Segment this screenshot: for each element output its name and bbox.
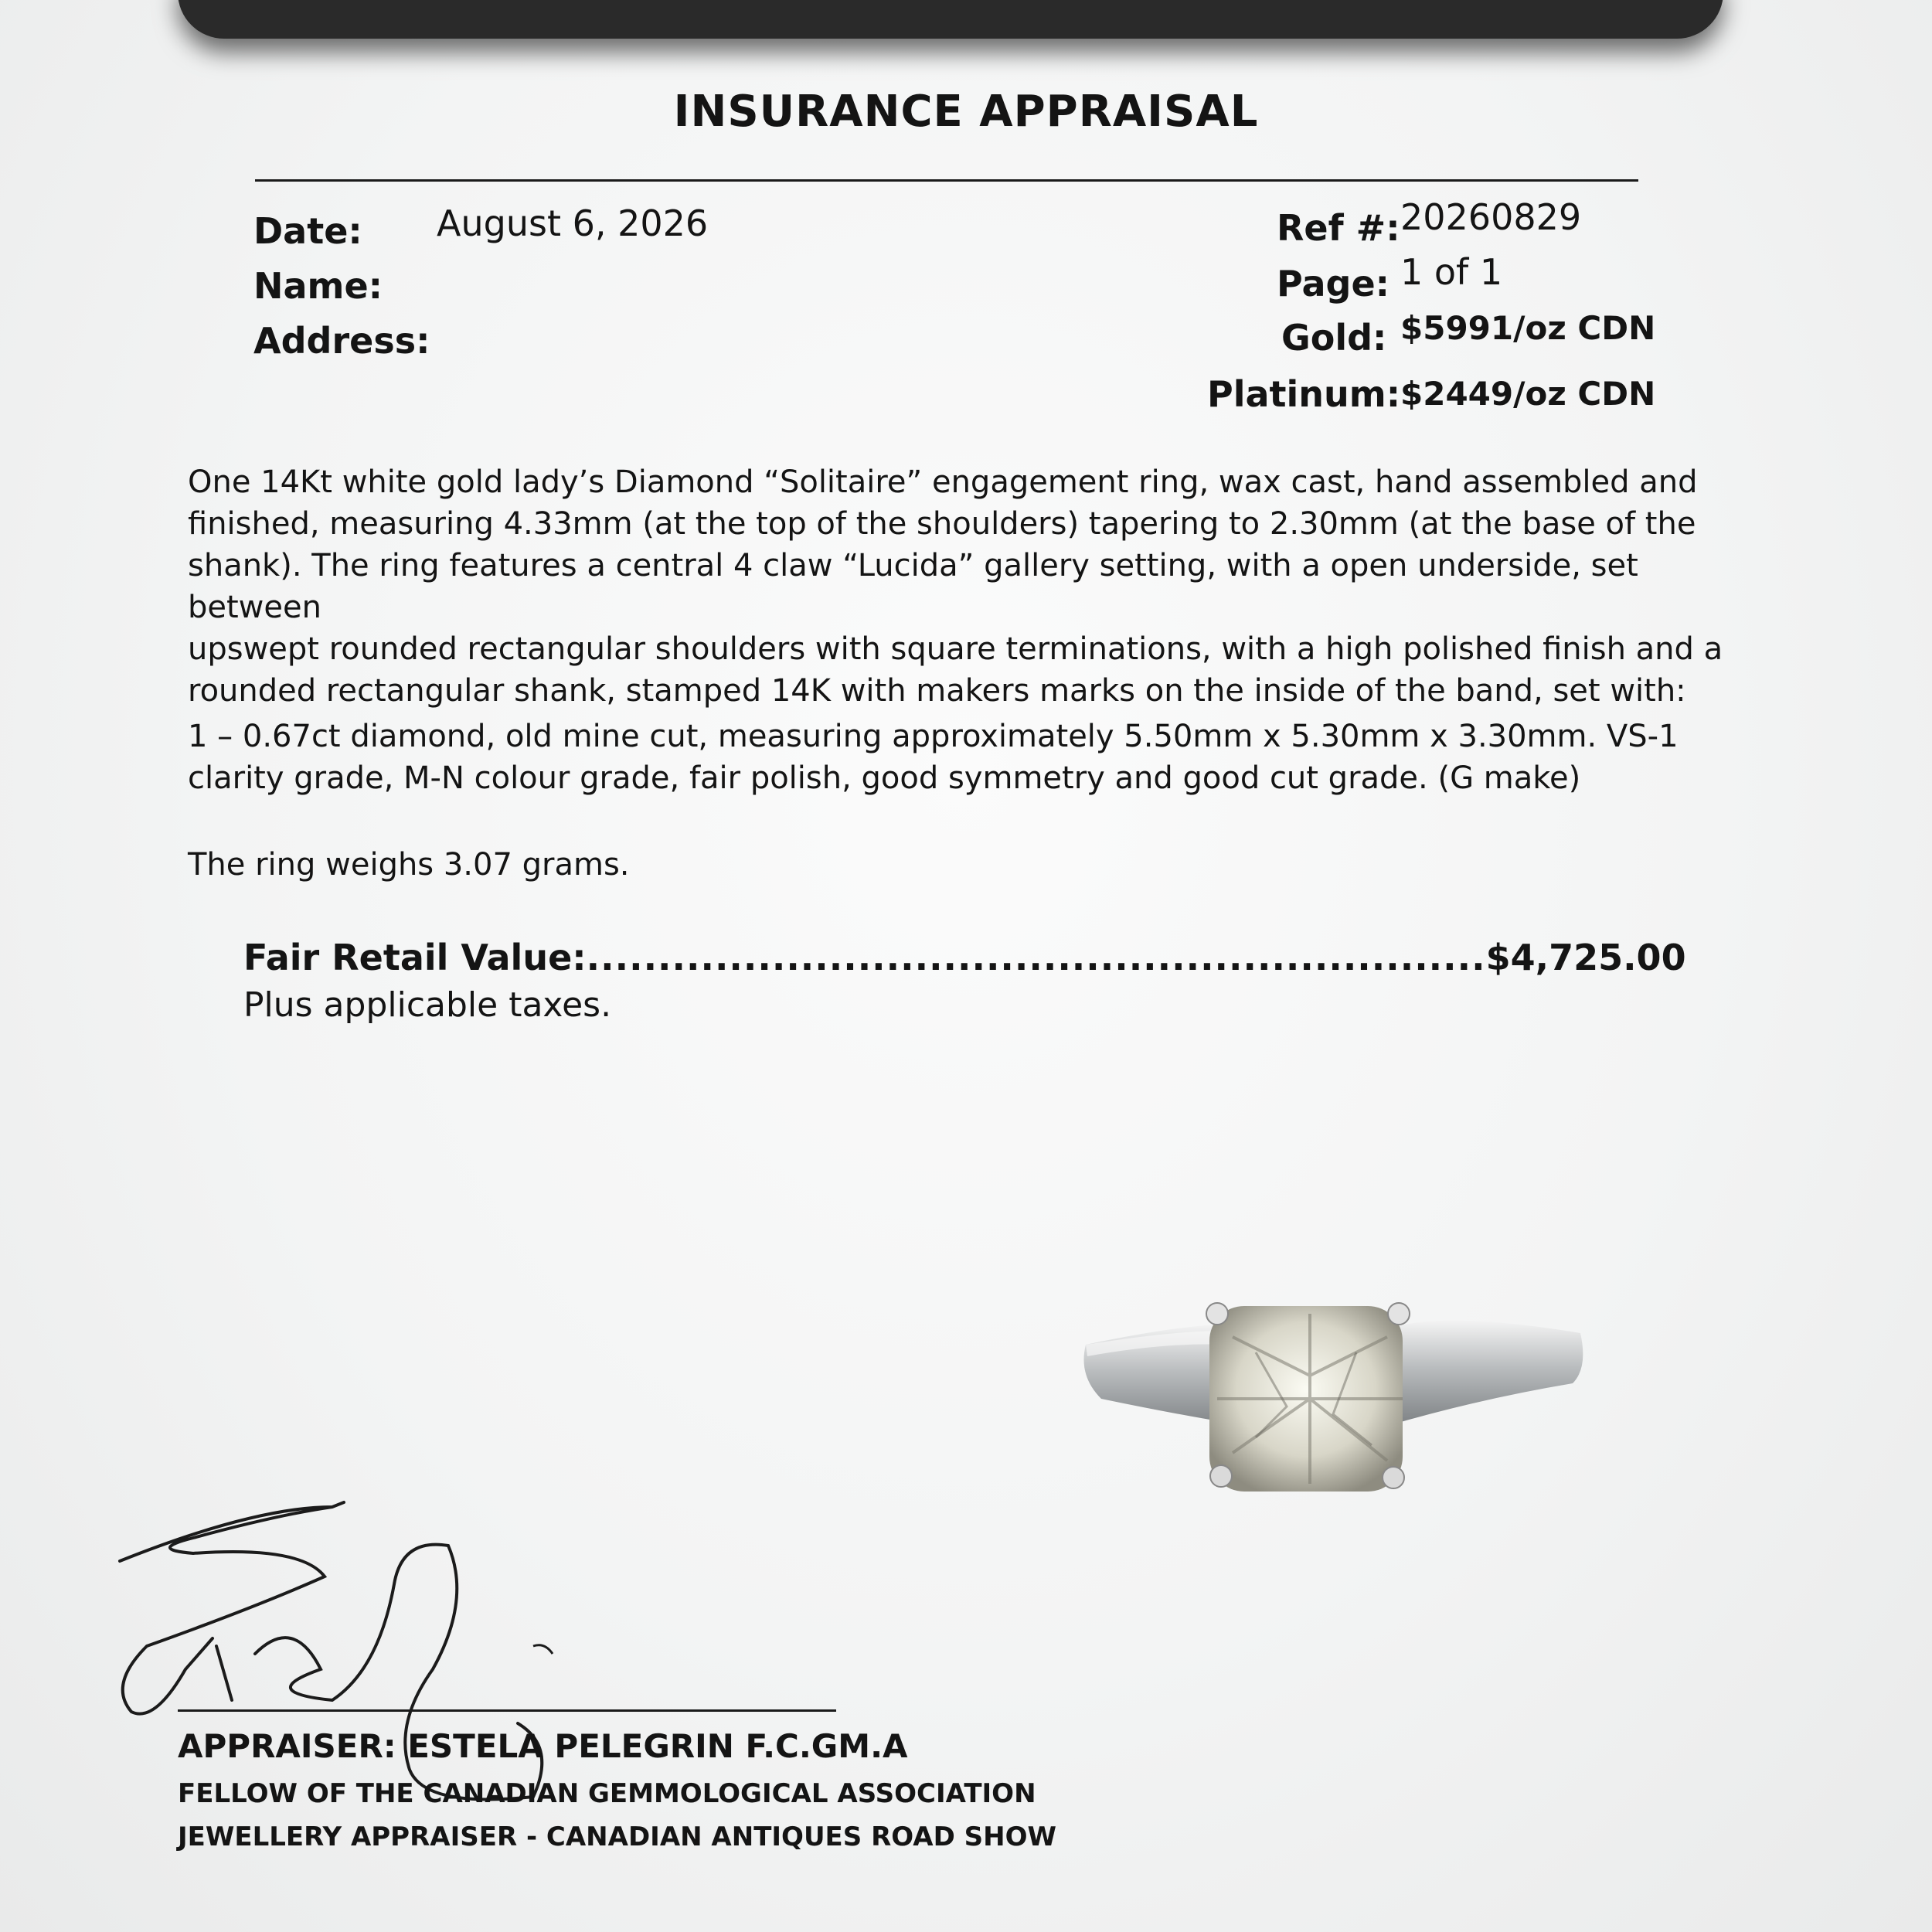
- fair-retail-value: [243, 937, 1686, 978]
- gold-value: $5991/oz CDN: [1400, 309, 1656, 347]
- ref-label: Ref #:: [1277, 207, 1400, 249]
- taxes-note: Plus applicable taxes.: [243, 985, 612, 1025]
- date-label: Date:: [253, 210, 362, 252]
- ring-image: [1078, 1283, 1588, 1499]
- appraiser-name: APPRAISER: ESTELA PELEGRIN F.C.GM.A: [178, 1727, 908, 1765]
- description-line: finished, measuring 4.33mm (at the top of the shoulders) tapering to 2.30mm (at the base of the: [188, 506, 1696, 542]
- platinum-label: Platinum:: [1207, 373, 1401, 415]
- signature-image: [100, 1492, 603, 1816]
- description-line: shank). The ring features a central 4 claw “Lucida” gallery setting, with a open underside, set between: [188, 548, 1638, 625]
- header-rule: [255, 179, 1638, 182]
- appraiser-credential-fellow: FELLOW OF THE CANADIAN GEMMOLOGICAL ASSOCIATION: [178, 1778, 1036, 1809]
- address-label: Address:: [253, 320, 430, 362]
- description-line: One 14Kt white gold lady’s Diamond “Solitaire” engagement ring, wax cast, hand assembled and: [188, 464, 1698, 500]
- fair-retail-value-amount: $4,725.00: [1485, 937, 1686, 978]
- page-title: INSURANCE APPRAISAL: [673, 87, 1259, 137]
- diamond-description: [188, 716, 1733, 799]
- gold-label: Gold:: [1281, 317, 1387, 359]
- page-label: Page:: [1277, 263, 1390, 304]
- fair-retail-value-label: Fair Retail Value:: [243, 937, 587, 978]
- platinum-value: $2449/oz CDN: [1400, 375, 1656, 413]
- appraiser-credential-road-show: JEWELLERY APPRAISER - CANADIAN ANTIQUES ROAD SHOW: [178, 1821, 1056, 1852]
- signature-rule: [178, 1709, 836, 1712]
- ref-value: 20260829: [1400, 196, 1582, 238]
- page-value: 1 of 1: [1400, 251, 1503, 293]
- ring-weight: The ring weighs 3.07 grams.: [188, 847, 630, 883]
- name-label: Name:: [253, 265, 383, 307]
- value-leader-dots: ...............................................................: [586, 937, 1486, 978]
- description-line: upswept rounded rectangular shoulders with square terminations, with a high polished finish and a: [188, 631, 1723, 667]
- ring-description: [188, 461, 1733, 712]
- description-line: rounded rectangular shank, stamped 14K with makers marks on the inside of the band, set with:: [188, 673, 1686, 709]
- description-line: 1 – 0.67ct diamond, old mine cut, measuring approximately 5.50mm x 5.30mm x 3.30mm. VS-1: [188, 719, 1679, 754]
- description-line: clarity grade, M-N colour grade, fair polish, good symmetry and good cut grade. (G make): [188, 760, 1581, 796]
- date-value: August 6, 2026: [437, 202, 709, 244]
- document-holder-shadow: [178, 0, 1723, 39]
